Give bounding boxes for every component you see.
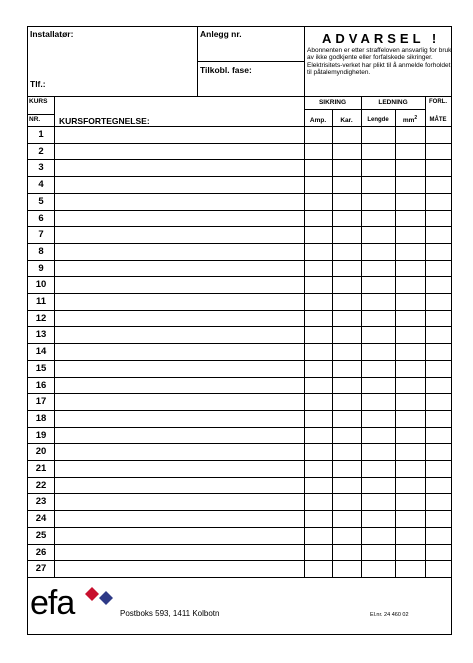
circuit-description-cell[interactable] [55,327,304,342]
circuit-description-cell[interactable] [55,211,304,226]
efa-logo [30,583,120,623]
circuit-number: 14 [35,346,47,358]
circuit-description-cell[interactable] [55,494,304,509]
circuit-description-cell[interactable] [55,194,304,209]
circuit-number: 27 [35,563,47,575]
mm2-header-sup: 2 [414,115,418,121]
cable-group-header: LEDNING [378,99,408,106]
circuit-number: 11 [35,296,47,308]
circuit-number: 25 [35,529,47,541]
efa-logo-diamonds-icon [84,586,120,608]
circuit-number: 5 [38,195,44,207]
circuit-number: 8 [38,245,44,257]
circuit-number: 20 [35,446,47,458]
length-header: Lengde [367,117,389,123]
circuit-list-form [27,26,452,635]
circuit-number: 10 [35,279,47,291]
circuit-number: 9 [38,262,44,274]
circuit-number: 15 [35,362,47,374]
circuit-number: 2 [38,145,44,157]
circuit-description-cell[interactable] [55,244,304,259]
circuit-description-cell[interactable] [55,478,304,493]
form-number: El.nr. 24 460 02 [370,612,409,618]
circuit-number: 23 [35,496,47,508]
mm2-header-base: mm [402,117,415,125]
circuit-description-cell[interactable] [55,344,304,359]
circuit-description-cell[interactable] [55,227,304,242]
circuit-description-cell[interactable] [55,177,304,192]
circuit-number: 18 [35,412,47,424]
circuit-description-cell[interactable] [55,378,304,393]
circuit-number: 19 [35,429,47,441]
connected-phase-label: Tilkobl. fase: [200,65,252,75]
circuit-number: 6 [38,212,44,224]
row-divider [28,577,451,578]
footer-address: Postboks 593, 1411 Kolbotn [120,609,220,618]
plant-number-label: Anlegg nr. [200,29,242,39]
circuit-number: 16 [35,379,47,391]
circuit-description-cell[interactable] [55,545,304,560]
warning-text: Abonnenten er etter straffeloven ansvarlig for bruk av ikke godkjente eller forfalskede sikringer. Elektrisitets-verket har plikt til å anmelde forholdet til påtalemyndigheten. [307,47,452,76]
circuit-number: 4 [38,179,44,191]
kar-header: Kar. [340,117,353,124]
kurs-header-top: KURS [29,98,48,105]
description-header: KURSFORTEGNELSE: [59,116,150,126]
circuit-description-cell[interactable] [55,561,304,576]
circuit-description-cell[interactable] [55,144,304,159]
circuit-description-cell[interactable] [55,528,304,543]
circuit-description-cell[interactable] [55,160,304,175]
circuit-description-cell[interactable] [55,461,304,476]
circuit-description-cell[interactable] [55,411,304,426]
circuit-description-cell[interactable] [55,361,304,376]
phone-label: Tlf.: [30,79,46,89]
circuit-number: 21 [35,463,47,475]
measure-header-top: FORL. [429,99,447,105]
circuit-number: 3 [38,162,44,174]
circuit-description-cell[interactable] [55,428,304,443]
circuit-description-cell[interactable] [55,511,304,526]
circuit-number: 22 [35,479,47,491]
circuit-description-cell[interactable] [55,444,304,459]
warning-title: ADVARSEL ! [322,31,441,46]
circuit-number: 13 [35,329,47,341]
circuit-description-cell[interactable] [55,294,304,309]
circuit-number: 7 [38,229,44,241]
fuse-group-header: SIKRING [318,99,347,106]
mm2-header [395,115,425,124]
circuit-number: 24 [35,513,47,525]
circuit-description-cell[interactable] [55,277,304,292]
circuit-number: 26 [35,546,47,558]
circuit-number: 17 [35,396,47,408]
circuit-number: 1 [38,129,44,140]
circuit-description-cell[interactable] [55,394,304,409]
circuit-number: 12 [35,312,47,324]
circuit-description-cell[interactable] [55,261,304,276]
installer-label: Installatør: [30,29,74,39]
kurs-header-bottom: NR. [29,116,41,123]
circuit-description-cell[interactable] [55,311,304,326]
amp-header: Amp. [309,117,327,124]
efa-logo-text: efa [30,584,75,622]
measure-header-bottom: MÅTE [429,117,447,123]
circuit-description-cell[interactable] [55,127,304,142]
